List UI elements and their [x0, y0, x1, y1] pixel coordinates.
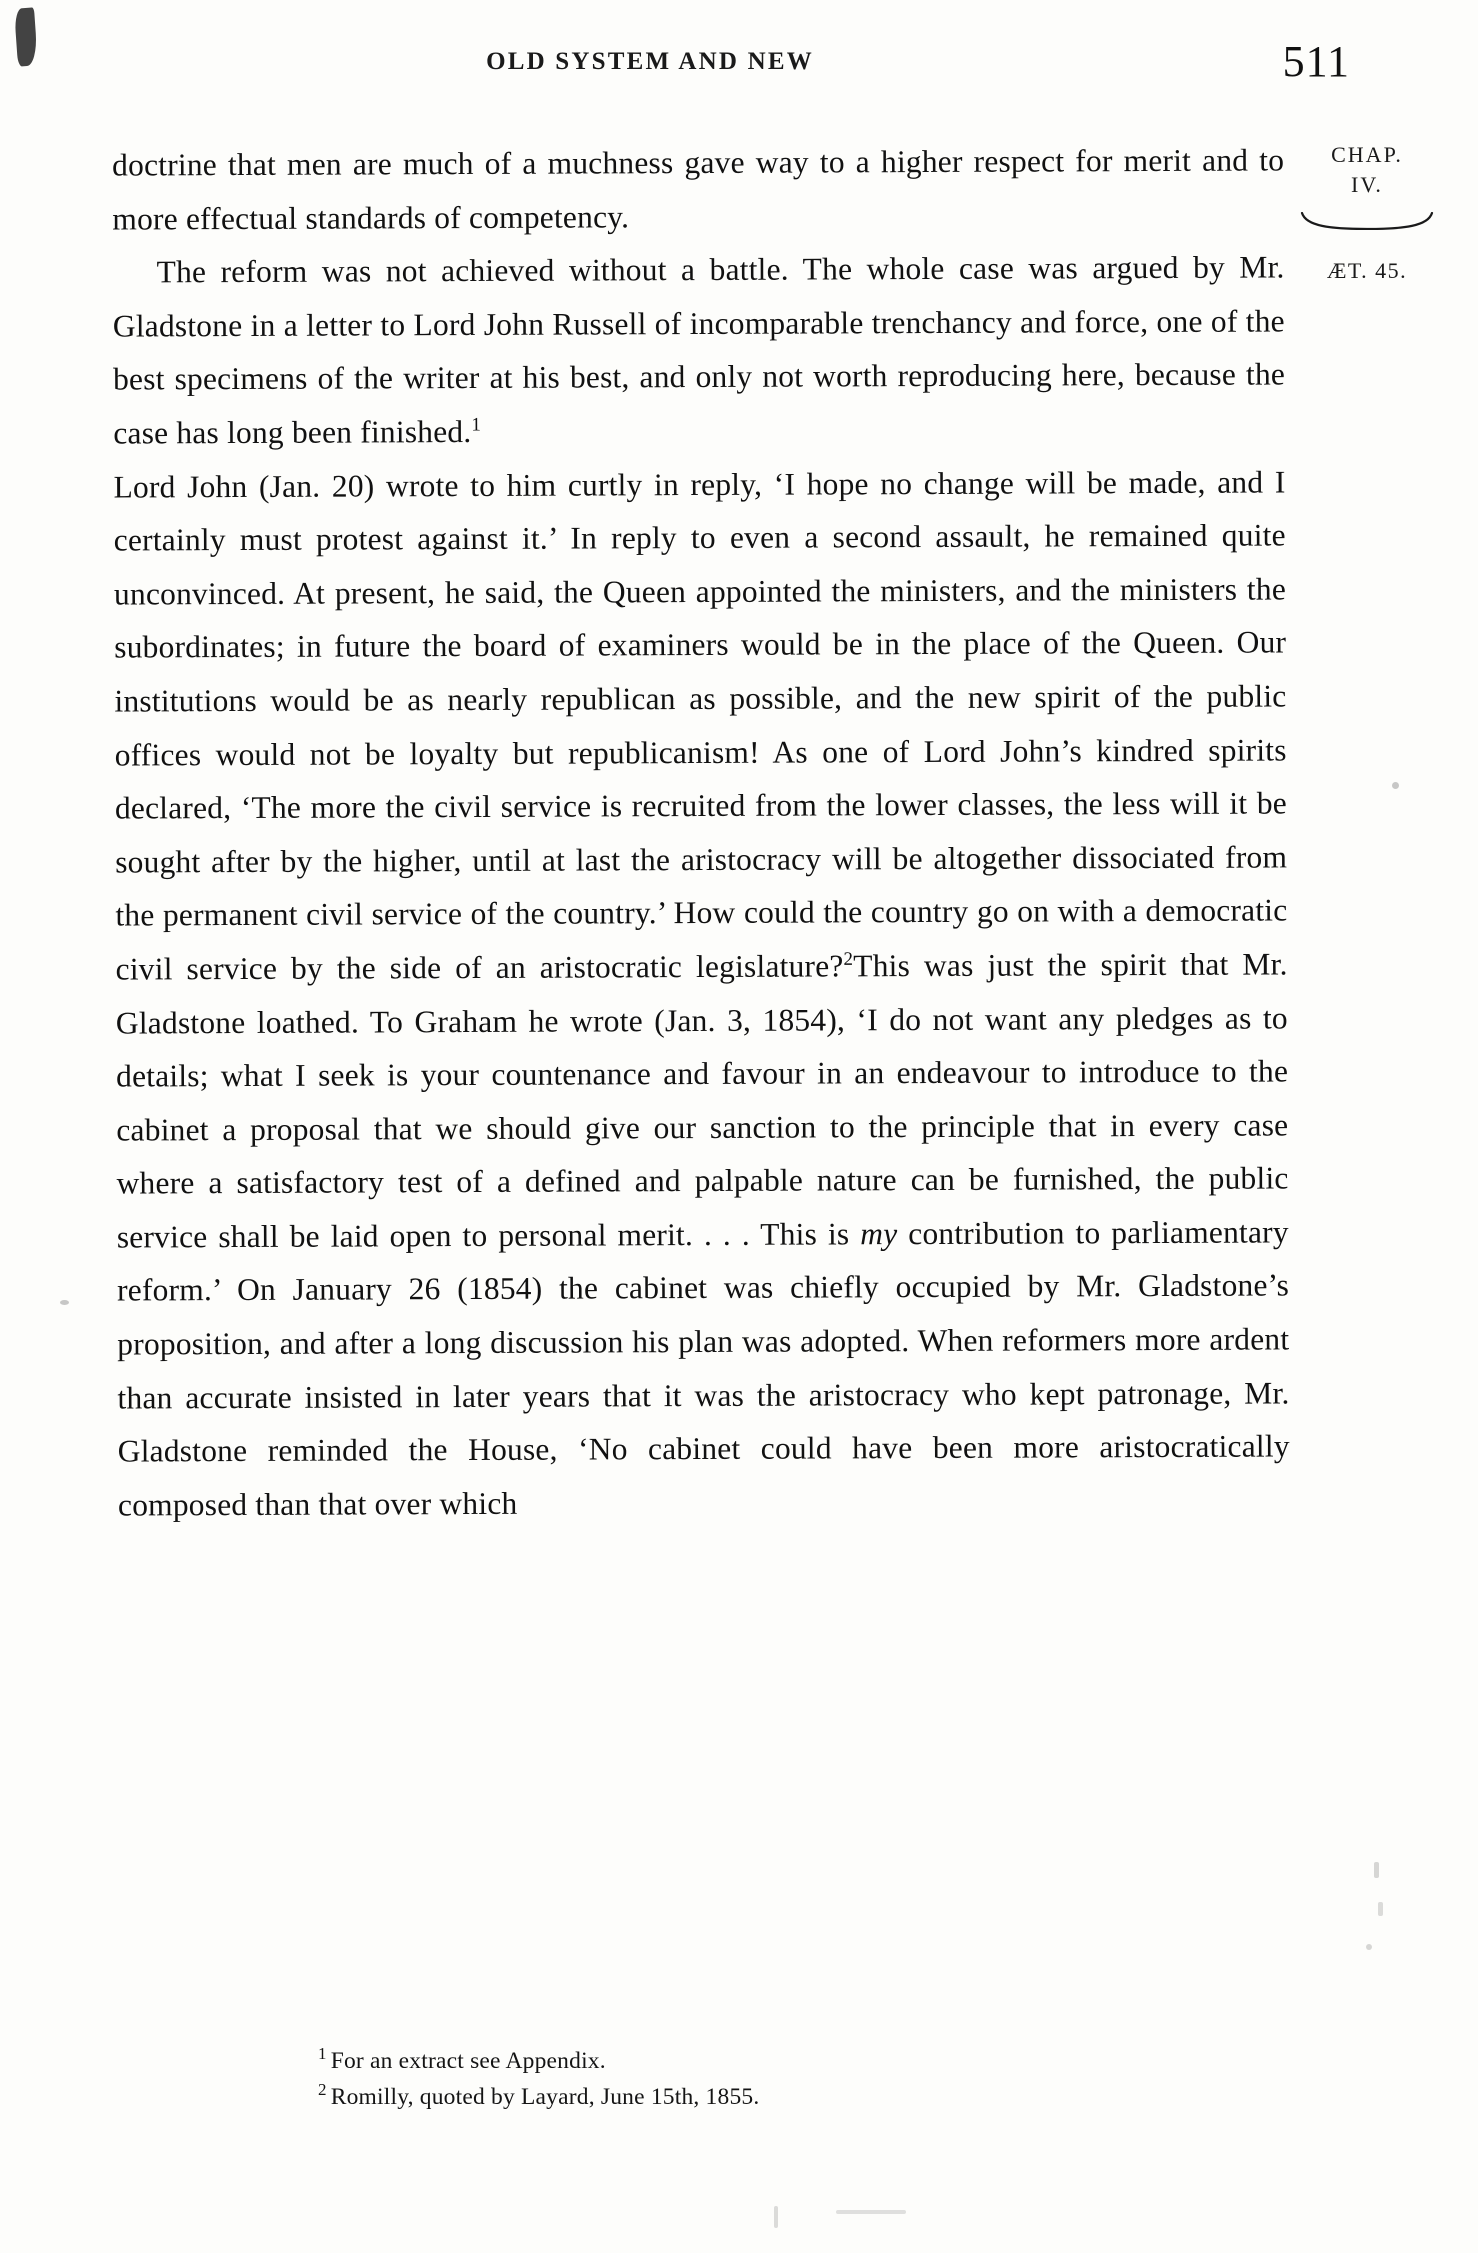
paragraph-text-end: contribution to parliamentary reform.’ On January 26 (1854) the cabinet was chiefly occupied by Mr. Gladstone’s proposition, and after a long discussion his plan was adopted. When reformers more ardent than accurate insisted in later years that it was the aristocracy who kept patronage, Mr. Gladstone reminded the House, ‘No cabinet could have been more aristocratically composed than that over which [116, 1214, 1290, 1523]
sidenote-chapter [1292, 142, 1442, 198]
paragraph-reform-battle [112, 241, 1285, 460]
page-number: 511 [1282, 37, 1350, 86]
footnote-item [318, 2079, 1218, 2115]
sidenote-age-text: ÆT. 45. [1326, 258, 1408, 283]
footnote-item [318, 2043, 1218, 2079]
paragraph-lord-john-reply [113, 455, 1290, 1532]
sidenote-age [1292, 258, 1442, 284]
scan-speck [1366, 1944, 1372, 1950]
brace-ornament [1300, 212, 1434, 230]
scan-speck [1374, 1862, 1379, 1878]
footnote-marker-1[interactable]: 1 [471, 414, 482, 436]
scan-speck [1378, 1902, 1383, 1916]
footnote-number: 2 [318, 2080, 327, 2100]
scan-speck [60, 1300, 69, 1305]
footnote-text: Romilly, quoted by Layard, June 15th, 1855. [330, 2084, 760, 2110]
running-head [0, 37, 1478, 94]
running-head-title: OLD SYSTEM AND NEW [486, 48, 814, 75]
footnote-text: For an extract see Appendix. [330, 2048, 606, 2074]
body-text-column [112, 133, 1290, 1532]
sidenote-chapter-number: IV. [1351, 172, 1383, 197]
paragraph-text: doctrine that men are much of a muchness gave way to a higher respect for merit and to more effectual standards of competency. [112, 142, 1285, 237]
paragraph-continuation [112, 133, 1284, 245]
footnote-number: 1 [318, 2044, 327, 2064]
scan-speck [1392, 782, 1399, 789]
sidenote-chapter-label: CHAP. [1331, 142, 1403, 167]
italic-word-my: my [860, 1216, 898, 1252]
paragraph-text: The reform was not achieved without a battle. The whole case was argued by Mr. Gladstone in a letter to Lord John Russell of incomparable trenchancy and force, one of the best specimens of the writer at his best, and only not worth reproducing here, because the case has long been finished. [112, 249, 1286, 451]
footnote-block [318, 2043, 1218, 2115]
footnote-marker-2[interactable]: 2 [843, 948, 854, 970]
paragraph-text-cont: This was just the spirit that Mr. Gladstone loathed. To Graham he wrote (Jan. 3, 1854), ‘I do not want any pledges as to details; what I seek is your countenance and favour in an endeavour to introduce to the cabinet a proposal that we should give our sanction to the principle that in every case where a satisfactory test of a defined and palpable nature can be furnished, the public service shall be laid open to personal merit. . . . This is [115, 946, 1289, 1255]
scan-speck [836, 2210, 906, 2214]
scan-speck [774, 2206, 778, 2228]
paragraph-text: Lord John (Jan. 20) wrote to him curtly in reply, ‘I hope no change will be made, and I certainly must protest against it.’ In reply to even a second assault, he remained quite unconvinced. At present, he said, the Queen appointed the ministers, and the ministers the subordinates; in future the board of examiners would be in the place of the Queen. Our institutions would be as nearly republican as possible, and the new spirit of the public offices would not be loyalty but republicanism! As one of Lord John’s kindred spirits declared, ‘The more the civil service is recruited from the lower classes, the less will it be sought after by the higher, until at last the aristocracy will be altogether dissociated from the permanent civil service of the country.’ How could the country go on with a democratic civil service by the side of an aristocratic legislature? [113, 464, 1288, 987]
